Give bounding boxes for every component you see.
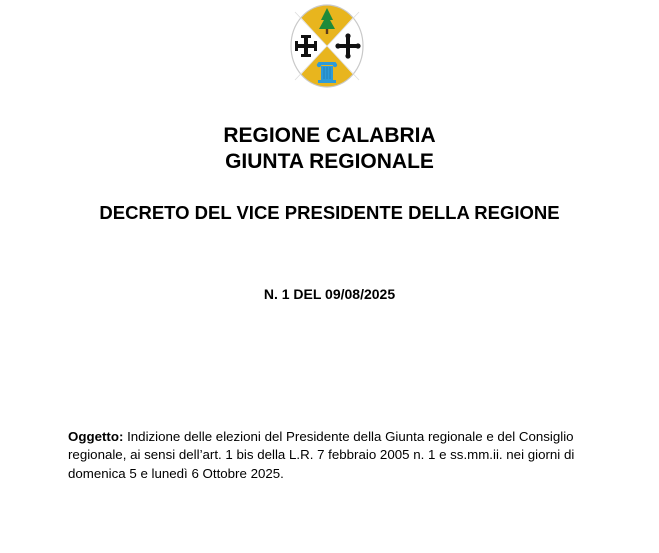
subject-text: Indizione delle elezioni del Presidente della Giunta regionale e del Consiglio regionale, ai sensi dell’art. 1 bis della L.R. 7 febbraio 2005 n. 1 e ss.mm.ii. nei giorni di domenica 5 e lunedì 6 Ottobre 2025. [68, 429, 575, 481]
decree-type-heading: DECRETO DEL VICE PRESIDENTE DELLA REGIONE [99, 202, 560, 223]
subject-label: Oggetto: [68, 429, 124, 444]
decree-number: N. 1 DEL 09/08/2025 [263, 286, 396, 302]
council-name: GIUNTA REGIONALE [225, 150, 434, 173]
region-name: REGIONE CALABRIA [223, 124, 436, 147]
calabria-coat-of-arms-icon [287, 2, 367, 90]
subject-paragraph [68, 428, 608, 483]
